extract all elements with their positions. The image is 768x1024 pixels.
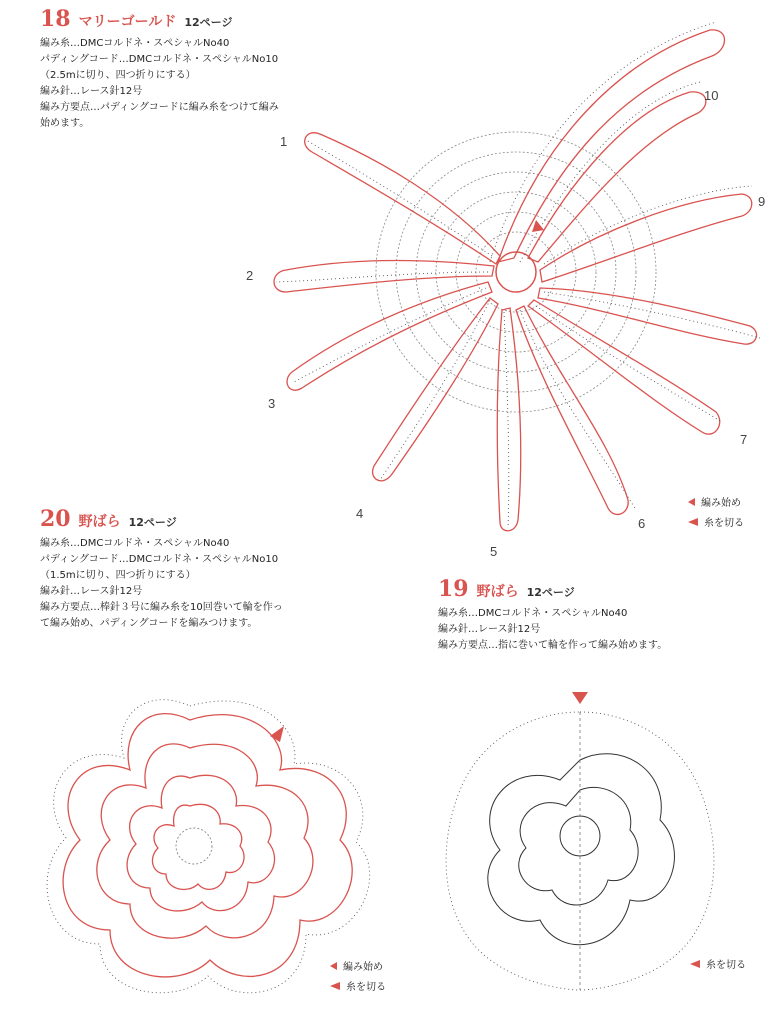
legend-cut [688,514,744,529]
section-20-text [40,506,283,632]
rose19-center [560,816,600,856]
instruction-line: パディングコード…DMCコルドネ・スペシャルNo10 [40,54,279,65]
petal-label-4: 4 [356,506,364,521]
legend-start [688,494,741,509]
section-title: 野ばら [78,514,121,530]
section-title: 野ばら [476,584,519,600]
cut-marker-icon [270,726,284,742]
page-ref: 12ページ [526,586,575,599]
instruction-line: 編み方要点…パディングコードに編み糸をつけて編み [40,102,279,113]
instruction-line: （2.5mに切り、四つ折りにする） [40,70,196,81]
page-ref: 12ページ [128,516,177,529]
legend-label: 編み始め [343,962,383,973]
arrow-icon [330,962,337,970]
marigold-petals [274,30,757,531]
petal-label-1: 1 [280,134,288,149]
triangle-icon [690,960,700,968]
instruction-line: 編み針…レース針12号 [40,86,143,97]
petal-label-10: 10 [704,88,719,103]
section-number: 19 [438,576,469,602]
instruction-line: 始めます。 [40,118,90,129]
instruction-line: 編み針…レース針12号 [438,624,541,635]
instruction-lines [438,606,667,654]
section-number: 20 [40,506,71,532]
section-title: マリーゴールド [78,14,177,30]
marigold-rounds [376,132,656,412]
rose20-center [176,828,212,864]
section-19-header [438,576,667,602]
arrow-icon [688,498,695,506]
instruction-line: 編み糸…DMCコルドネ・スペシャルNo40 [40,38,230,49]
rose20-stitches [47,700,370,993]
legend-label: 糸を切る [706,960,746,971]
petal-label-6: 6 [638,516,646,531]
start-marker-icon [532,220,544,232]
instruction-line: （1.5mに切り、四つ折りにする） [40,570,196,581]
legend-label: 編み始め [701,498,741,509]
petal-label-9: 9 [758,194,766,209]
petal-label-2: 2 [246,268,254,283]
page-ref: 12ページ [184,16,233,29]
marigold-stitches [276,22,760,528]
rose19-petals [488,754,675,945]
instruction-line: 編み針…レース針12号 [40,586,143,597]
instruction-line: て編み始め、パディングコードを編みつけます。 [40,618,258,629]
section-19-text [438,576,667,654]
petal-label-7: 7 [740,432,748,447]
triangle-icon [330,982,340,990]
instruction-lines [40,536,283,632]
legend-cut-20 [330,978,386,993]
section-18-text [40,6,279,132]
legend-start-20 [330,958,383,973]
instruction-line: 編み糸…DMCコルドネ・スペシャルNo40 [40,538,230,549]
instruction-line: 編み方要点…指に巻いて輪を作って編み始めます。 [438,640,668,651]
cut-marker-icon [572,692,588,704]
section-18-header [40,6,279,32]
triangle-icon [688,518,698,526]
instruction-line: パディングコード…DMCコルドネ・スペシャルNo10 [40,554,279,565]
instruction-lines [40,36,279,132]
legend-label: 糸を切る [704,518,744,529]
marigold-center-ring [496,252,536,292]
section-20-header [40,506,283,532]
petal-label-5: 5 [490,544,498,559]
legend-cut-19 [690,956,746,971]
petal-label-3: 3 [268,396,276,411]
instruction-line: 編み方要点…棒針３号に編み糸を10回巻いて輪を作っ [40,602,283,613]
instruction-line: 編み糸…DMCコルドネ・スペシャルNo40 [438,608,628,619]
rose19-outer [446,712,714,990]
rose20-padding-rounds [63,714,352,977]
legend-label: 糸を切る [346,982,386,993]
section-number: 18 [40,6,71,32]
